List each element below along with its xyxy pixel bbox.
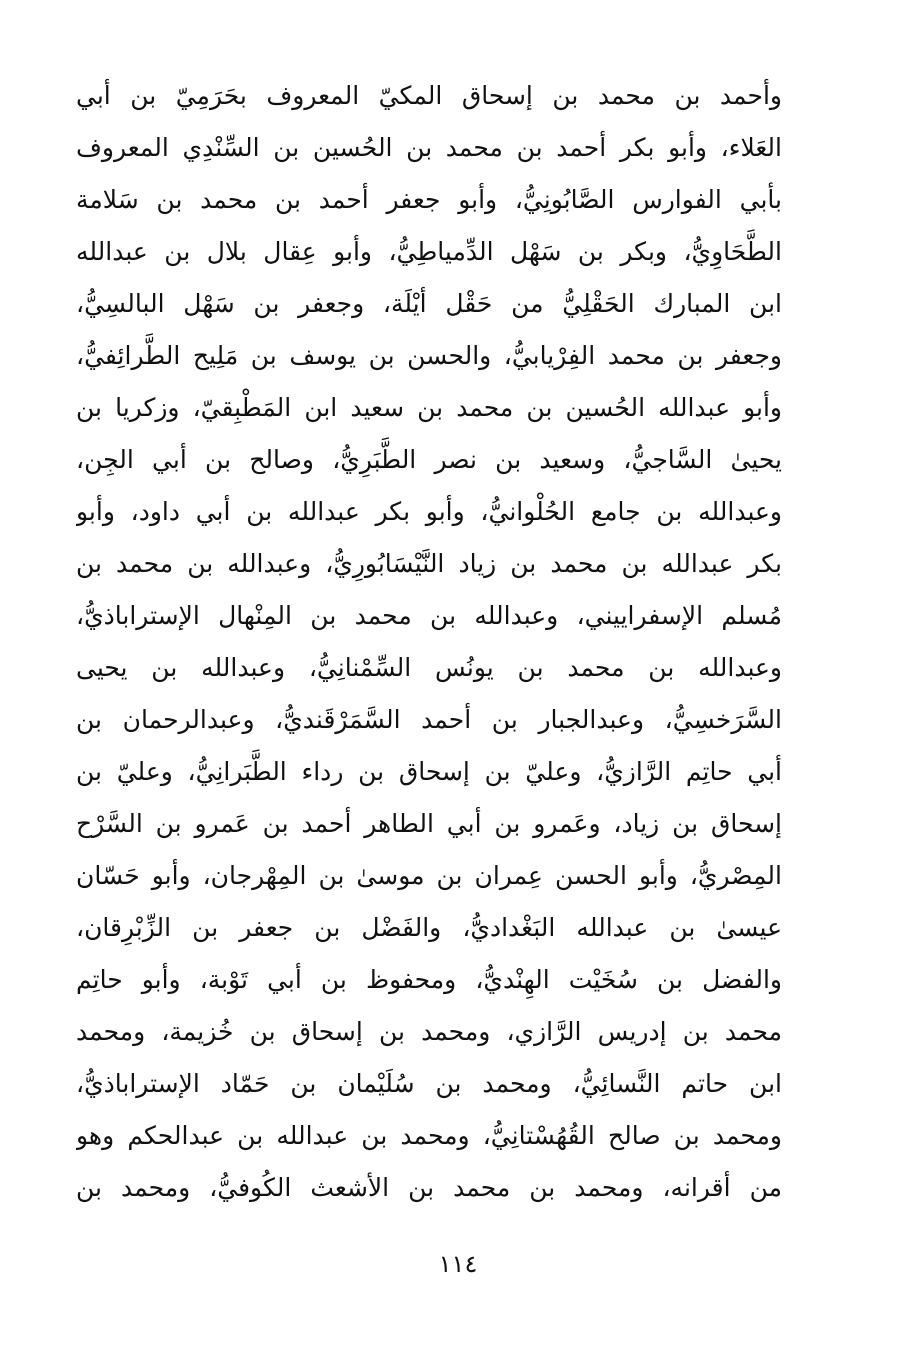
text-line: أبي حاتِم الرَّازيُّ، وعليّ بن إسحاق بن رداء الطَّبَرانِيُّ، وعليّ بن	[76, 757, 782, 786]
text-line: يحيىٰ السَّاجيُّ، وسعيد بن نصر الطَّبَرِيُّ، وصالح بن أبي الجِن،	[76, 445, 782, 474]
text-line: الطَّحَاوِيُّ، وبكر بن سَهْل الدِّمياطِيُّ، وأبو عِقال بلال بن عبدالله	[76, 237, 782, 266]
text-line: عيسىٰ بن عبدالله البَغْداديُّ، والفَضْل بن جعفر بن الزِّبْرِقان،	[76, 913, 782, 942]
text-line: العَلاء، وأبو بكر أحمد بن محمد بن الحُسين بن السِّنْدِي المعروف	[76, 133, 782, 162]
text-line: السَّرَخسِيُّ، وعبدالجبار بن أحمد السَّمَرْقَنديُّ، وعبدالرحمان بن	[76, 705, 782, 734]
body-text	[76, 70, 782, 1214]
text-line: والفضل بن سُخَيْت الهِنْديُّ، ومحفوظ بن أبي تَوْبة، وأبو حاتِم	[76, 965, 782, 994]
text-line: محمد بن إدريس الرَّازي، ومحمد بن إسحاق بن خُزيمة، ومحمد	[76, 1017, 782, 1046]
text-line: المِصْريُّ، وأبو الحسن عِمران بن موسىٰ بن المِهْرجان، وأبو حَسّان	[76, 861, 782, 890]
text-line: بكر عبدالله بن محمد بن زياد النَّيْسَابُورِيُّ، وعبدالله بن محمد بن	[76, 549, 782, 578]
text-line: إسحاق بن زياد، وعَمرو بن أبي الطاهر أحمد بن عَمرو بن السَّرْح	[76, 809, 782, 838]
text-line: ابن حاتم النَّسائِيُّ، ومحمد بن سُلَيْمان بن حَمّاد الإستراباذيُّ،	[76, 1069, 782, 1098]
text-line: بأبي الفوارس الصَّابُونِيُّ، وأبو جعفر أحمد بن محمد بن سَلامة	[76, 185, 782, 214]
text-line: ومحمد بن صالح القُهُسْتانِيُّ، ومحمد بن عبدالله بن عبدالحكم وهو	[76, 1121, 782, 1150]
text-line: من أقرانه، ومحمد بن محمد بن الأشعث الكُوفيُّ، ومحمد بن	[76, 1173, 782, 1202]
text-line: مُسلم الإسفراييني، وعبدالله بن محمد بن المِنْهال الإستراباذيُّ،	[76, 601, 782, 630]
page-number: ١١٤	[438, 1250, 478, 1278]
text-line: وأحمد بن محمد بن إسحاق المكيّ المعروف بحَرَمِيّ بن أبي	[76, 81, 782, 110]
text-line: ابن المبارك الحَقْلِيُّ من حَقْل أيْلَة، وجعفر بن سَهْل البالسِيُّ،	[76, 289, 782, 318]
text-line: وجعفر بن محمد الفِرْيابيُّ، والحسن بن يوسف بن مَلِيح الطَّرائِفيُّ،	[76, 341, 782, 370]
text-line: وعبدالله بن محمد بن يونُس السِّمْنانِيُّ، وعبدالله بن يحيى	[76, 653, 782, 682]
text-line: وأبو عبدالله الحُسين بن محمد بن سعيد ابن المَطْبِقيّ، وزكريا بن	[76, 393, 782, 422]
text-line: وعبدالله بن جامع الحُلْوانيُّ، وأبو بكر عبدالله بن أبي داود، وأبو	[76, 497, 782, 526]
